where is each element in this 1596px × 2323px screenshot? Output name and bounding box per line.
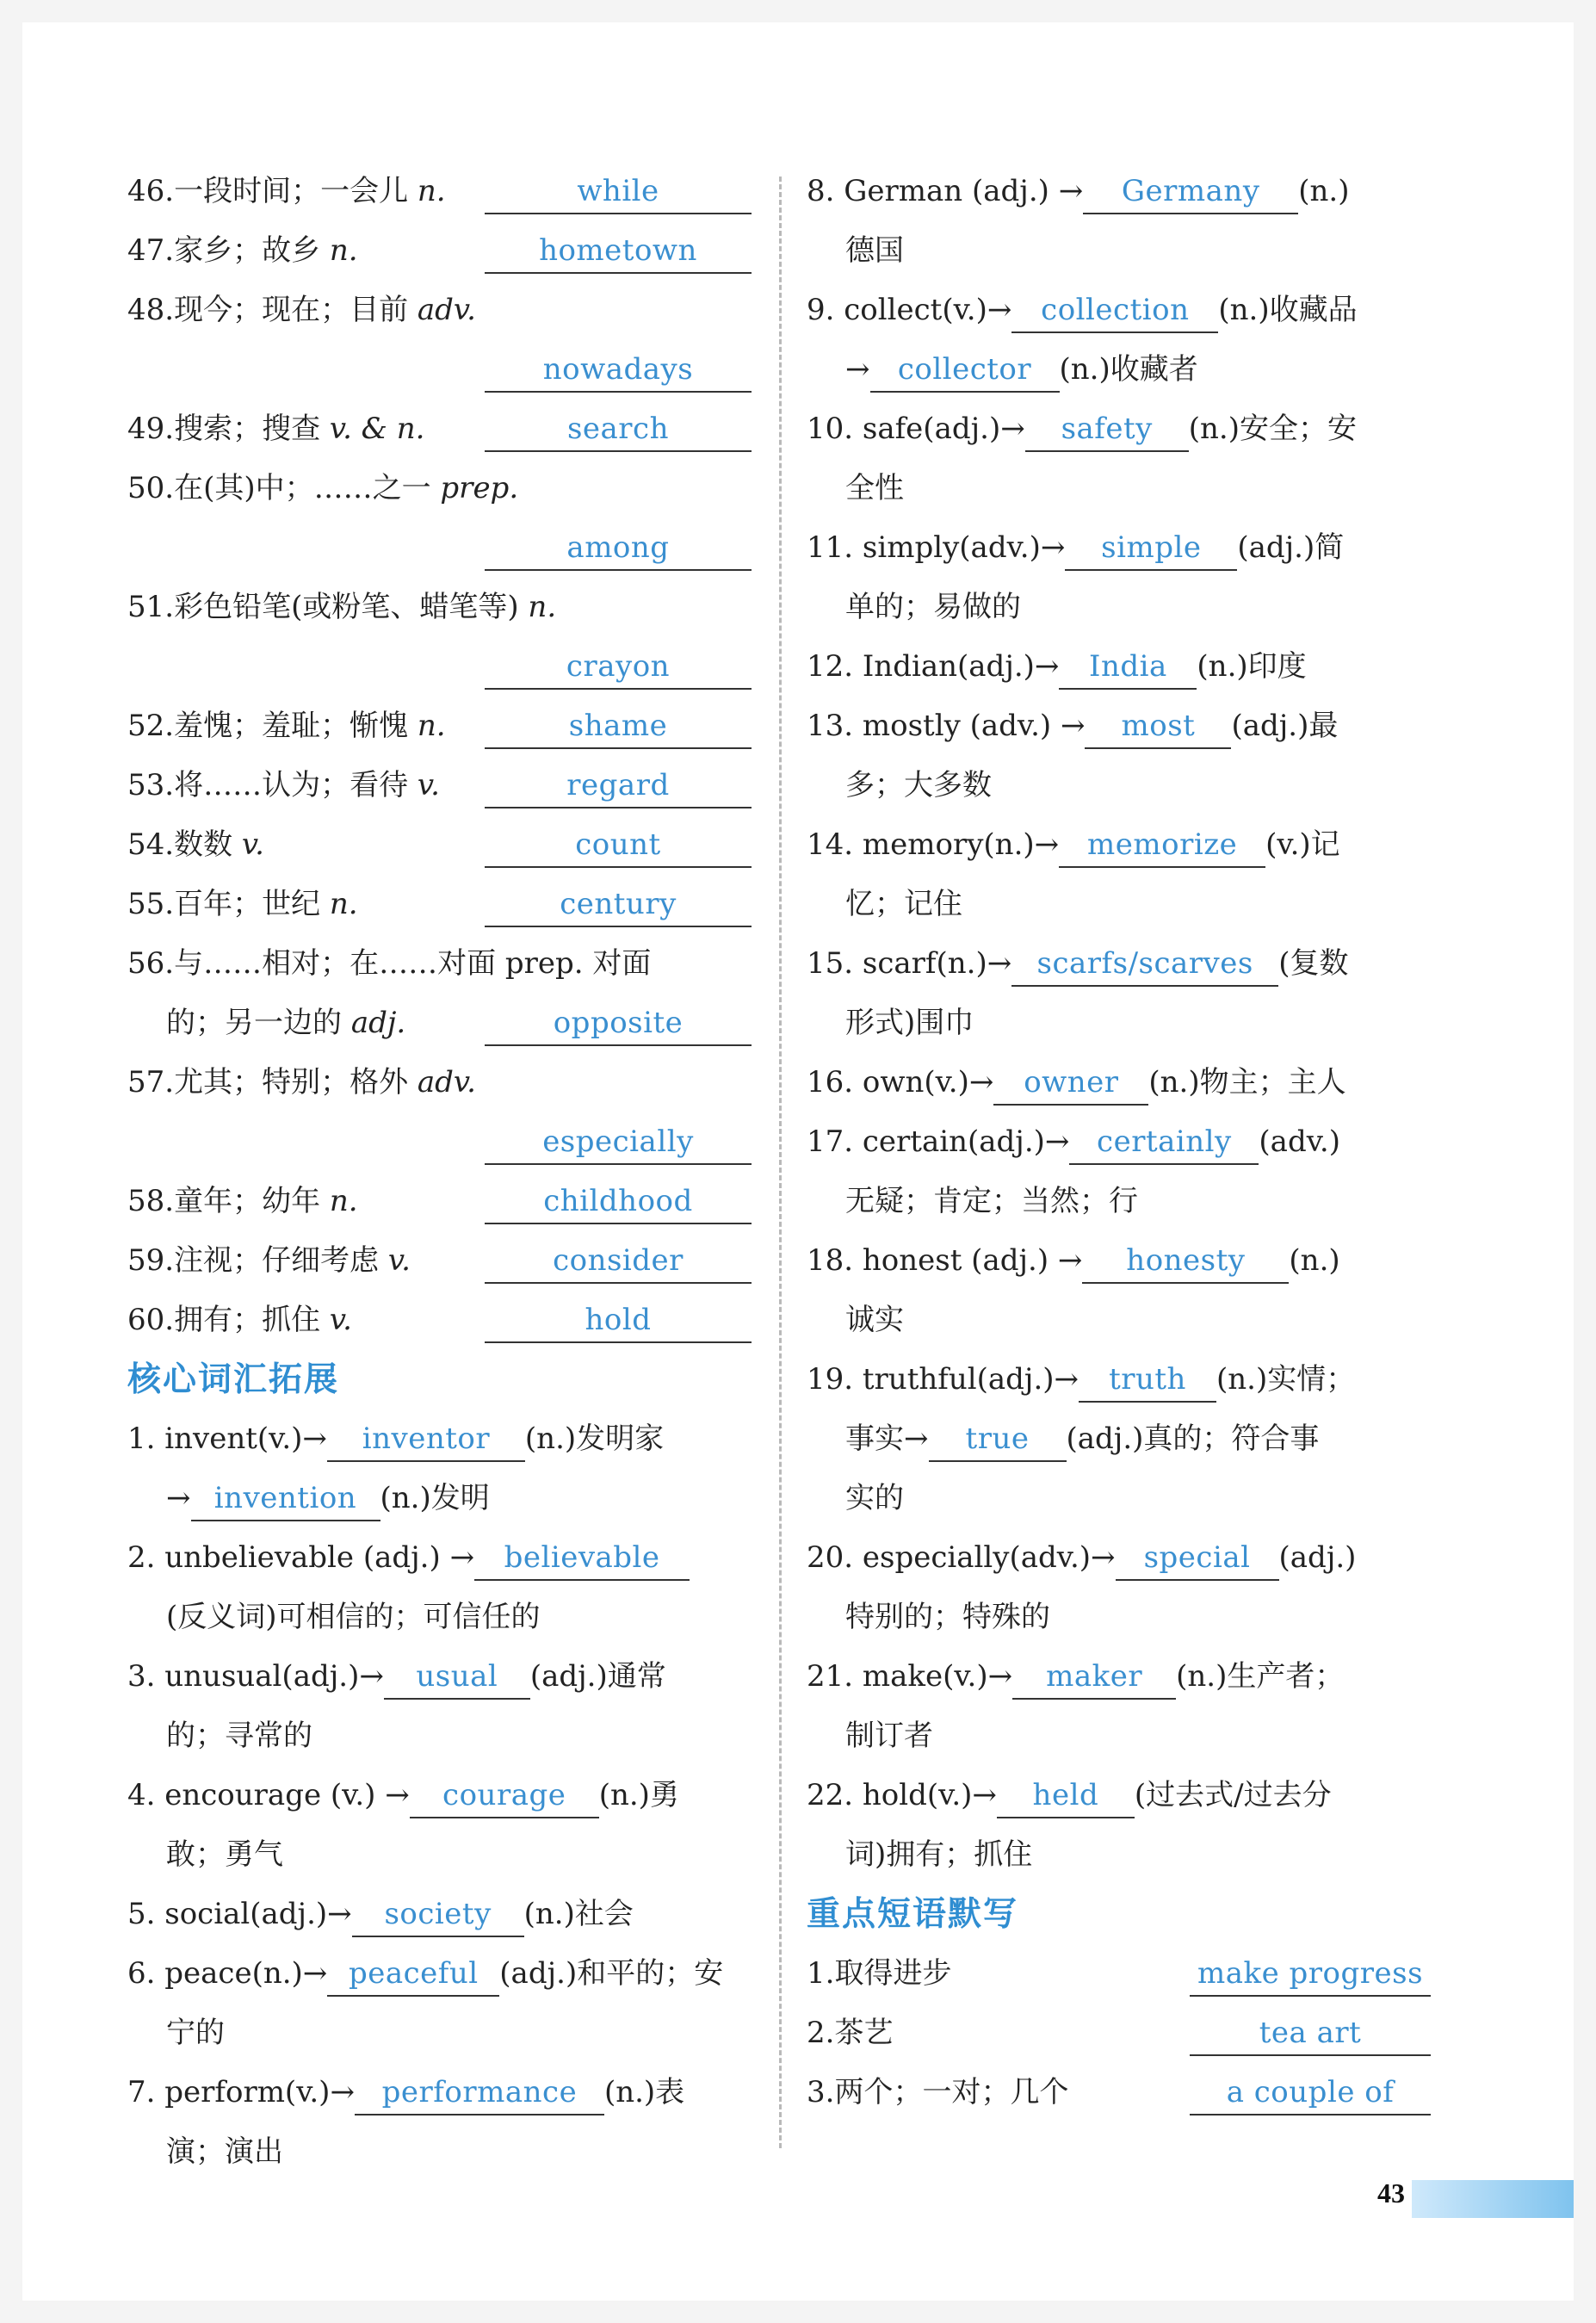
answer-blank: India — [1059, 645, 1197, 690]
item-r16: 16. own(v.)→ owner (n.)物主；主人 — [807, 1053, 1431, 1112]
answer-blank: owner — [993, 1061, 1148, 1106]
answer-blank: collector — [870, 348, 1060, 393]
item-l2: 2. unbelievable (adj.) → believable — [127, 1528, 752, 1588]
vocab-item — [127, 340, 752, 400]
item-r9-line2: → collector (n.)收藏者 — [807, 340, 1431, 400]
item-r8: 8. German (adj.) → Germany (n.) — [807, 162, 1431, 221]
item-r12: 12. Indian(adj.)→ India (n.)印度 — [807, 637, 1431, 697]
item-r21-line2: 制订者 — [845, 1719, 933, 1753]
answer-blank: held — [997, 1774, 1135, 1818]
answer-blank: a couple of — [1190, 2071, 1431, 2115]
answer-blank: scarfs/scarves — [1011, 942, 1278, 987]
vocab-item: 的；另一边的 adj. opposite — [127, 994, 752, 1053]
item-r19: 19. truthful(adj.)→ truth (n.)实情； — [807, 1350, 1431, 1409]
item-l4-line2: 敢；勇气 — [166, 1837, 283, 1872]
answer-blank: courage — [410, 1774, 599, 1818]
answer-blank: Germany — [1083, 170, 1298, 214]
phrase-item: 3.两个；一对；几个 a couple of — [807, 2063, 1431, 2122]
item-l7-line2: 演；演出 — [166, 2134, 283, 2169]
item-l1: 1. invent(v.)→ inventor (n.)发明家 — [127, 1409, 752, 1469]
item-l7: 7. perform(v.)→ performance (n.)表 — [127, 2063, 752, 2122]
item-r14-line2: 忆；记住 — [845, 887, 962, 921]
vocab-item: 47.家乡；故乡 n. hometown — [127, 221, 752, 281]
vocab-item: 53.将……认为；看待 v. regard — [127, 756, 752, 815]
item-r20-line2: 特别的；特殊的 — [845, 1600, 1050, 1634]
answer-blank: peaceful — [327, 1952, 499, 1997]
item-r21: 21. make(v.)→ maker (n.)生产者； — [807, 1647, 1431, 1707]
answer-blank: make progress — [1190, 1952, 1431, 1997]
answer-blank: shame — [485, 704, 752, 749]
item-l4: 4. encourage (v.) → courage (n.)勇 — [127, 1766, 752, 1825]
vocab-item: 56.与……相对；在……对面 prep. 对面 — [127, 946, 652, 981]
item-r20: 20. especially(adv.)→ special (adj.) — [807, 1528, 1431, 1588]
vocab-item: 54.数数 v. count — [127, 815, 752, 875]
item-l1-line2: → invention (n.)发明 — [127, 1469, 752, 1528]
item-l3: 3. unusual(adj.)→ usual (adj.)通常 — [127, 1647, 752, 1707]
answer-blank: most — [1085, 704, 1231, 749]
vocab-item: 51.彩色铅笔(或粉笔、蜡笔等) n. — [127, 590, 557, 624]
answer-blank: while — [485, 170, 752, 214]
answer-blank: childhood — [485, 1180, 752, 1224]
vocab-item: 58.童年；幼年 n. childhood — [127, 1172, 752, 1231]
phrase-list — [807, 1944, 1431, 2122]
answer-blank: performance — [355, 2071, 604, 2115]
vocab-item — [127, 1112, 752, 1172]
item-r11: 11. simply(adv.)→ simple (adj.)简 — [807, 518, 1431, 578]
vocab-item: 55.百年；世纪 n. century — [127, 875, 752, 934]
vocab-item: 52.羞愧；羞耻；惭愧 n. shame — [127, 697, 752, 756]
answer-blank: regard — [485, 764, 752, 808]
right-column — [807, 162, 1431, 2122]
item-l6: 6. peace(n.)→ peaceful (adj.)和平的；安 — [127, 1944, 752, 2004]
item-l3-line2: 的；寻常的 — [166, 1719, 312, 1753]
item-r10: 10. safe(adj.)→ safety (n.)安全；安 — [807, 400, 1431, 459]
item-r22-line2: 词)拥有；抓住 — [845, 1837, 1033, 1872]
answer-blank: believable — [474, 1536, 690, 1581]
item-r13-line2: 多；大多数 — [845, 768, 992, 802]
section-title-phrases: 重点短语默写 — [807, 1895, 1019, 1934]
answer-blank: century — [485, 883, 752, 927]
item-r17-line2: 无疑；肯定；当然；行 — [845, 1184, 1138, 1218]
item-l5: 5. social(adj.)→ society (n.)社会 — [127, 1885, 752, 1944]
vocab-item: 59.注视；仔细考虑 v. consider — [127, 1231, 752, 1291]
answer-blank: maker — [1012, 1655, 1176, 1700]
answer-blank: society — [352, 1892, 524, 1937]
item-r9: 9. collect(v.)→ collection (n.)收藏品 — [807, 281, 1431, 340]
item-r15: 15. scarf(n.)→ scarfs/scarves (复数 — [807, 934, 1431, 994]
column-divider — [779, 177, 782, 2148]
item-r10-line2: 全性 — [845, 471, 904, 505]
item-r8-line2: 德国 — [845, 233, 904, 268]
answer-blank: truth — [1079, 1358, 1216, 1403]
item-r17: 17. certain(adj.)→ certainly (adv.) — [807, 1112, 1431, 1172]
answer-blank: special — [1116, 1536, 1279, 1581]
section-title-core: 核心词汇拓展 — [127, 1360, 340, 1399]
answer-blank: usual — [384, 1655, 530, 1700]
answer-blank: consider — [485, 1239, 752, 1284]
answer-blank: inventor — [327, 1417, 525, 1462]
answer-blank: search — [485, 407, 752, 452]
item-r19-line3: 实的 — [845, 1481, 904, 1515]
item-l2-line2: (反义词)可相信的；可信任的 — [166, 1600, 541, 1634]
answer-blank: honesty — [1082, 1239, 1289, 1284]
answer-blank: hold — [485, 1298, 752, 1343]
item-r18: 18. honest (adj.) → honesty (n.) — [807, 1231, 1431, 1291]
vocab-item: 50.在(其)中；……之一 prep. — [127, 471, 519, 505]
answer-blank: among — [485, 526, 752, 571]
answer-blank: memorize — [1059, 823, 1265, 868]
page-number: 43 — [1377, 2177, 1405, 2208]
phrase-item: 1.取得进步 make progress — [807, 1944, 1431, 2004]
answer-blank: invention — [191, 1477, 380, 1521]
answer-blank: safety — [1025, 407, 1189, 452]
answer-blank: nowadays — [485, 348, 752, 393]
item-r15-line2: 形式)围巾 — [845, 1006, 974, 1040]
answer-blank: certainly — [1069, 1120, 1259, 1165]
vocab-item — [127, 518, 752, 578]
answer-blank: opposite — [485, 1001, 752, 1046]
vocab-item: 57.尤其；特别；格外 adv. — [127, 1065, 476, 1100]
vocab-list — [127, 162, 752, 1350]
phrase-item: 2.茶艺 tea art — [807, 2004, 1431, 2063]
answer-blank: hometown — [485, 229, 752, 274]
item-l6-line2: 宁的 — [166, 2016, 225, 2050]
vocab-item: 46.一段时间；一会儿 n. while — [127, 162, 752, 221]
answer-blank: true — [929, 1417, 1067, 1462]
vocab-item — [127, 637, 752, 697]
item-r13: 13. mostly (adv.) → most (adj.)最 — [807, 697, 1431, 756]
vocab-item: 48.现今；现在；目前 adv. — [127, 293, 476, 327]
item-r18-line2: 诚实 — [845, 1303, 904, 1337]
answer-blank: collection — [1011, 288, 1218, 333]
item-r14: 14. memory(n.)→ memorize (v.)记 — [807, 815, 1431, 875]
left-column — [127, 162, 752, 2182]
item-r19-line2: 事实→ true (adj.)真的；符合事 — [807, 1409, 1431, 1469]
answer-blank: simple — [1065, 526, 1237, 571]
answer-blank: count — [485, 823, 752, 868]
answer-blank: especially — [485, 1120, 752, 1165]
answer-blank: tea art — [1190, 2011, 1431, 2056]
answer-blank: crayon — [485, 645, 752, 690]
vocab-item: 60.拥有；抓住 v. hold — [127, 1291, 752, 1350]
item-r11-line2: 单的；易做的 — [845, 590, 1021, 624]
vocab-item: 49.搜索；搜查 v. & n. search — [127, 400, 752, 459]
item-r22: 22. hold(v.)→ held (过去式/过去分 — [807, 1766, 1431, 1825]
footer-bar — [1412, 2180, 1574, 2218]
